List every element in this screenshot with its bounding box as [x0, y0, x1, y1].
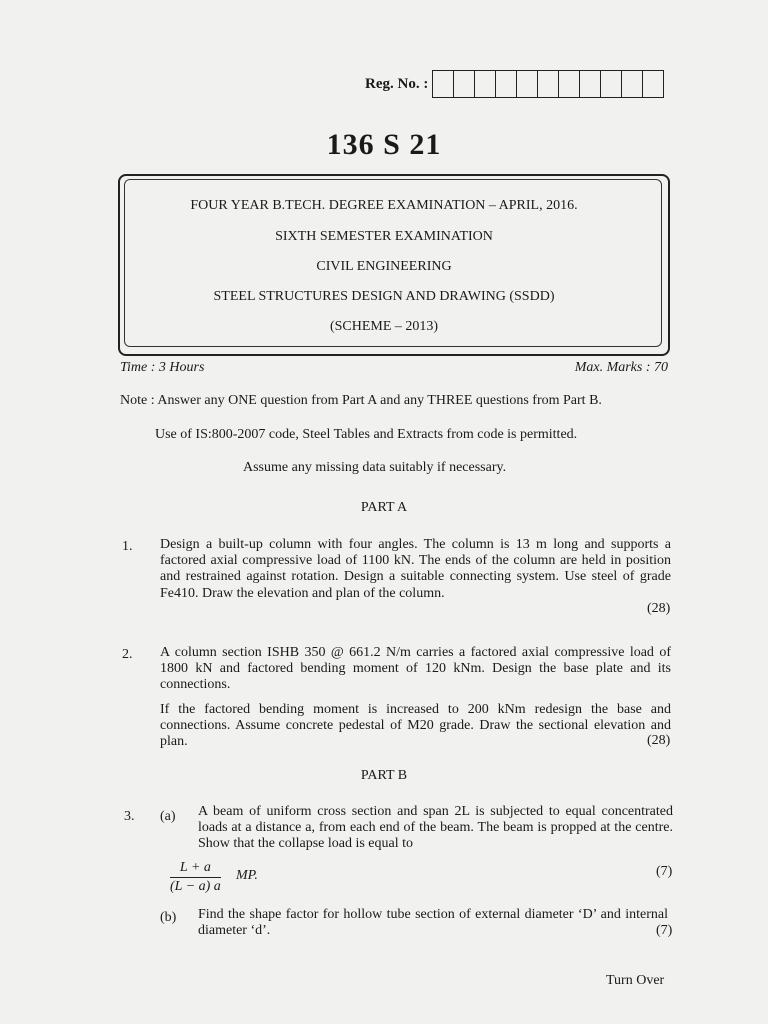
q3b-marks: (7) [656, 923, 673, 938]
reg-no-box [622, 71, 643, 97]
reg-no-box [454, 71, 475, 97]
q3b-label: (b) [160, 910, 177, 925]
q3a-label: (a) [160, 809, 176, 824]
reg-no [365, 70, 664, 98]
reg-no-box [433, 71, 454, 97]
reg-no-box [643, 71, 663, 97]
note-line: Note : Answer any ONE question from Part A and any THREE questions from Part B. [120, 393, 602, 408]
reg-no-box [538, 71, 559, 97]
q3a-text: A beam of uniform cross section and span 2L is subjected to equal concentrated loads at a distance a, from each end of the beam. The beam is propped at the centre. Show that the collapse load is equal to [198, 804, 673, 852]
q1-text: Design a built-up column with four angles. The column is 13 m long and supports a factored axial compressive load of 1100 kN. The ends of the column are held in position and restrained against rotation. Design a suitable connecting system. Use steel of grade Fe410. Draw the elevation and plan of the column. [160, 537, 671, 601]
q2-marks: (28) [647, 733, 671, 748]
q1-marks: (28) [647, 601, 671, 616]
semester-line: SIXTH SEMESTER EXAMINATION [275, 229, 493, 244]
reg-no-box [475, 71, 496, 97]
q2-text-2: If the factored bending moment is increased to 200 kNm redesign the base and connections. Assume concrete pedestal of M20 grade. Draw the sectional elevation and plan. [160, 702, 671, 750]
paper-code: 136 S 21 [326, 128, 442, 161]
part-a-heading: PART A [360, 500, 408, 515]
reg-no-box [496, 71, 517, 97]
q3a-fraction-denominator: (L − a) a [170, 879, 221, 894]
reg-no-boxes [432, 70, 664, 98]
scheme-line: (SCHEME – 2013) [329, 319, 439, 334]
q3a-fraction [170, 860, 221, 895]
q3a-marks: (7) [656, 864, 673, 879]
note-code-line: Use of IS:800-2007 code, Steel Tables and Extracts from code is permitted. [155, 427, 578, 442]
exam-title: FOUR YEAR B.TECH. DEGREE EXAMINATION – APRIL, 2016. [190, 198, 578, 213]
q3a-fraction-tail: MP. [236, 868, 258, 883]
q2-number: 2. [122, 647, 133, 662]
q3b-text: Find the shape factor for hollow tube section of external diameter ‘D’ and internal diameter ‘d’. [198, 907, 668, 939]
q1-number: 1. [122, 539, 133, 554]
reg-no-box [580, 71, 601, 97]
q2-text-1: A column section ISHB 350 @ 661.2 N/m carries a factored axial compressive load of 1800 kN and factored bending moment of 120 kNm. Design the base plate and its connections. [160, 645, 671, 693]
turn-over: Turn Over [606, 973, 665, 988]
branch-line: CIVIL ENGINEERING [316, 259, 452, 274]
reg-no-box [601, 71, 622, 97]
time-allowed: Time : 3 Hours [120, 360, 205, 375]
note-missing-data: Assume any missing data suitably if necessary. [243, 460, 507, 475]
subject-line: STEEL STRUCTURES DESIGN AND DRAWING (SSDD) [213, 289, 555, 304]
reg-no-box [517, 71, 538, 97]
reg-no-label: Reg. No. : [365, 75, 429, 92]
max-marks: Max. Marks : 70 [574, 360, 668, 375]
q3a-fraction-numerator: L + a [170, 860, 221, 878]
reg-no-box [559, 71, 580, 97]
q3-number: 3. [124, 809, 135, 824]
part-b-heading: PART B [360, 768, 408, 783]
